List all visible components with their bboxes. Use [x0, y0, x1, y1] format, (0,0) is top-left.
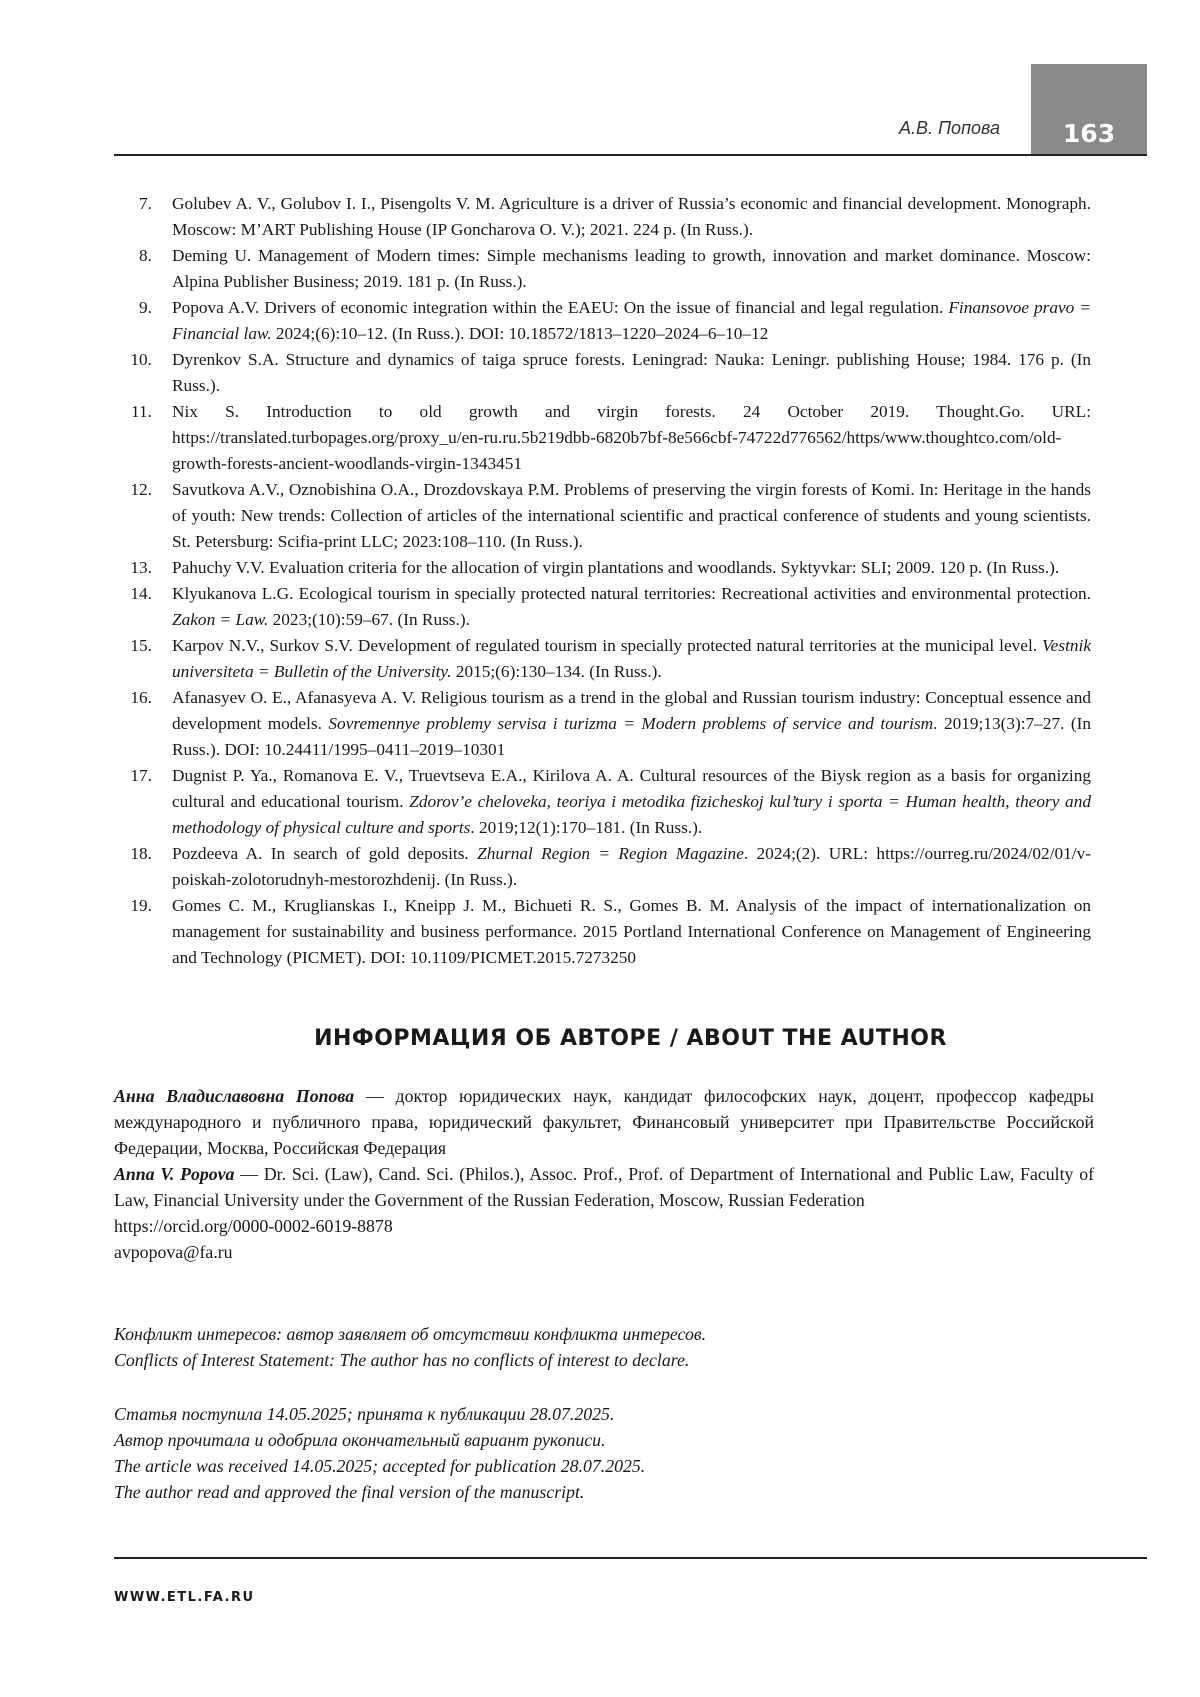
reference-item — [114, 347, 1091, 399]
author-bio-en — [114, 1161, 1094, 1213]
reference-text: . 2019;13(3):7–27. (In Russ.). DOI: 10.24411/1995–0411–2019–10301 — [172, 714, 1092, 759]
reference-item — [114, 841, 1091, 893]
reference-item — [114, 555, 1091, 581]
reference-text: Pahuchy V.V. Evaluation criteria for the allocation of virgin plantations and woodlands. Syktyvkar: SLI; 2009. 120 p. (In Russ.). — [172, 558, 1060, 577]
reference-journal: Sovremennye problemy servisa i turizma = Modern problems of service and tourism — [328, 714, 934, 733]
author-bio-ru — [114, 1083, 1094, 1161]
reference-number: 12. — [130, 480, 152, 499]
reference-item — [114, 763, 1091, 841]
reference-text: Karpov N.V., Surkov S.V. Development of regulated tourism in specially protected natural territories at the municipal level. — [172, 636, 1043, 655]
reference-item — [114, 633, 1091, 685]
reference-number: 17. — [130, 766, 152, 785]
reference-number: 9. — [139, 298, 152, 317]
author-bio-en-text: — Dr. Sci. (Law), Cand. Sci. (Philos.), Assoc. Prof., Prof. of Department of International and Public Law, Faculty of Law, Financial University under the Government of the Russian Federation, Moscow, Russian Federation — [114, 1164, 1095, 1210]
reference-item — [114, 477, 1091, 555]
reference-number: 18. — [130, 844, 152, 863]
author-name-ru: Анна Владиславовна Попова — [114, 1086, 355, 1106]
reference-item — [114, 191, 1091, 243]
reference-text: Nix S. Introduction to old growth and virgin forests. 24 October 2019. Thought.Go. URL: https://translated.turbopages.org/proxy_u/en-ru.ru.5b219dbb-6820b7bf-8e566cbf-74722d776562/https/www.thoughtco.com/old-growth-forests-ancient-woodlands-virgin-1343451 — [172, 402, 1091, 473]
reference-item — [114, 581, 1091, 633]
author-email[interactable]: avpopova@fa.ru — [114, 1242, 233, 1262]
reference-number: 19. — [130, 896, 152, 915]
reference-item — [114, 685, 1091, 763]
reference-journal: Zhurnal Region = Region Magazine — [477, 844, 744, 863]
reference-journal: Vestnik universiteta = Bulletin of the University. — [172, 636, 1091, 681]
page-number: 163 — [1031, 64, 1147, 155]
footer-website[interactable]: WWW.ETL.FA.RU — [114, 1590, 255, 1605]
running-header-author: А.В. Попова — [899, 118, 1000, 138]
reference-number: 11. — [131, 402, 152, 421]
author-bio-ru-text: — доктор юридических наук, кандидат философских наук, доцент, профессор кафедры международного и публичного права, юридический факультет, Финансовый университет при Правительстве Российской Федерации, Москва, Российская Федерация — [114, 1086, 1094, 1158]
reference-text: . 2019;12(1):170–181. (In Russ.). — [470, 818, 703, 837]
reference-item — [114, 893, 1091, 971]
reference-number: 7. — [139, 194, 152, 213]
reference-text: Afanasyev O. E., Afanasyeva A. V. Religious tourism as a trend in the global and Russian tourism industry: Conceptual essence and development models. — [172, 688, 1091, 733]
reference-item — [114, 295, 1091, 347]
reference-journal: Zakon = Law. — [172, 610, 269, 629]
reference-text: Dugnist P. Ya., Romanova E. V., Truevtseva E.A., Kirilova A. A. Cultural resources of the Biysk region as a basis for organizing cultural and educational tourism. — [172, 766, 1091, 811]
reference-text: Savutkova A.V., Oznobishina O.A., Drozdovskaya P.M. Problems of preserving the virgin forests of Komi. In: Heritage in the hands of youth: New trends: Collection of articles of the international scientific and practical conference of students and young scientists. St. Petersburg: Scifia-print LLC; 2023:108–110. (In Russ.). — [172, 480, 1091, 551]
conflict-en: Conflicts of Interest Statement: The author has no conflicts of interest to declare. — [114, 1350, 690, 1370]
about-author-section — [114, 1083, 1094, 1265]
reference-journal: Finansovoe pravo = Financial law. — [172, 298, 1091, 343]
reference-number: 14. — [130, 584, 152, 603]
reference-list — [114, 191, 1091, 971]
received-ru: Статья поступила 14.05.2025; принята к публикации 28.07.2025. — [114, 1404, 615, 1424]
reference-item — [114, 399, 1091, 477]
conflict-ru: Конфликт интересов: автор заявляет об отсутствии конфликта интересов. — [114, 1324, 707, 1344]
reference-text: 2015;(6):130–134. (In Russ.). — [451, 662, 662, 681]
reference-text: Deming U. Management of Modern times: Simple mechanisms leading to growth, innovation and market dominance. Moscow: Alpina Publisher Business; 2019. 181 p. (In Russ.). — [172, 246, 1091, 291]
reference-item — [114, 243, 1091, 295]
reference-text: . 2024;(2). URL: https://ourreg.ru/2024/02/01/v-poiskah-zolotorudnyh-mestorozhdenij. (In Russ.). — [172, 844, 1091, 889]
reference-number: 10. — [130, 350, 152, 369]
conflict-of-interest — [114, 1321, 1094, 1373]
reference-number: 13. — [130, 558, 152, 577]
reference-text: Golubev A. V., Golubov I. I., Pisengolts V. M. Agriculture is a driver of Russia’s economic and financial development. Monograph. Moscow: M’ART Publishing House (IP Goncharova O. V.); 2021. 224 p. (In Russ.). — [172, 194, 1091, 239]
approved-en: The author read and approved the final version of the manuscript. — [114, 1482, 585, 1502]
reference-text: 2024;(6):10–12. (In Russ.). DOI: 10.18572/1813–1220–2024–6–10–12 — [271, 324, 769, 343]
reference-text: Pozdeeva A. In search of gold deposits. — [172, 844, 478, 863]
approved-ru: Автор прочитала и одобрила окончательный вариант рукописи. — [114, 1430, 606, 1450]
header-rule — [114, 154, 1147, 156]
article-dates — [114, 1401, 1094, 1505]
author-orcid[interactable]: https://orcid.org/0000-0002-6019-8878 — [114, 1216, 393, 1236]
reference-journal: Zdorov’e cheloveka, teoriya i metodika fizicheskoj kul’tury i sporta = Human health, theory and methodology of physical culture and sports — [172, 792, 1091, 837]
reference-number: 15. — [130, 636, 152, 655]
reference-text: 2023;(10):59–67. (In Russ.). — [268, 610, 470, 629]
reference-text: Popova A.V. Drivers of economic integration within the EAEU: On the issue of financial and legal regulation. — [172, 298, 949, 317]
author-name-en: Anna V. Popova — [114, 1164, 235, 1184]
reference-number: 16. — [130, 688, 152, 707]
reference-text: Klyukanova L.G. Ecological tourism in specially protected natural territories: Recreational activities and environmental protection. — [172, 584, 1091, 603]
received-en: The article was received 14.05.2025; accepted for publication 28.07.2025. — [114, 1456, 646, 1476]
reference-text: Gomes C. M., Kruglianskas I., Kneipp J. M., Bichueti R. S., Gomes B. M. Analysis of the impact of internationalization on management for sustainability and business performance. 2015 Portland International Conference on Management of Engineering and Technology (PICMET). DOI: 10.1109/PICMET.2015.7273250 — [172, 896, 1091, 967]
about-author-heading: ИНФОРМАЦИЯ ОБ АВТОРЕ / ABOUT THE AUTHOR — [314, 1026, 947, 1051]
reference-text: Dyrenkov S.A. Structure and dynamics of taiga spruce forests. Leningrad: Nauka: Leningr. publishing House; 1984. 176 p. (In Russ.). — [172, 350, 1091, 395]
footer-rule — [114, 1557, 1147, 1559]
reference-number: 8. — [139, 246, 152, 265]
